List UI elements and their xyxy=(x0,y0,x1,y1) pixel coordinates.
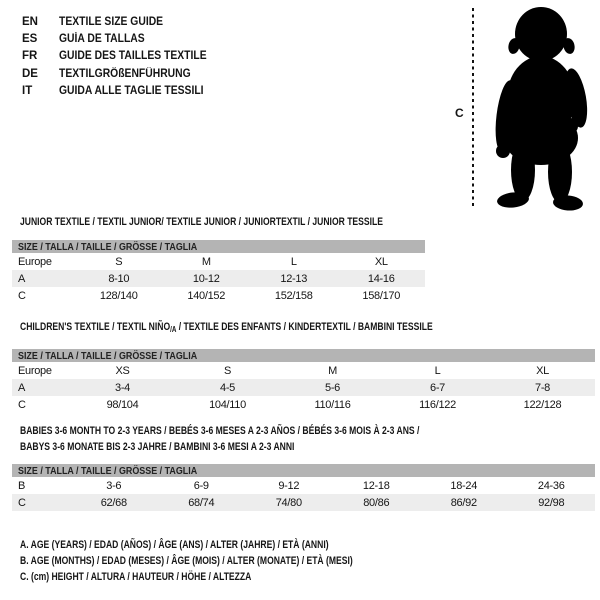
cell: 158/170 xyxy=(362,289,401,302)
cell: 12-13 xyxy=(280,272,308,285)
cell: L xyxy=(290,255,297,268)
table-row xyxy=(12,362,595,379)
row-label: Europe xyxy=(18,255,52,268)
cell: S xyxy=(115,255,123,268)
cell: S xyxy=(223,364,232,377)
language-code: EN xyxy=(22,15,38,28)
height-label: C xyxy=(455,106,464,120)
cell: XS xyxy=(115,364,130,377)
cell: M xyxy=(201,255,211,268)
junior-section-title: JUNIOR TEXTILE / TEXTIL JUNIOR/ TEXTILE JUNIOR / JUNIORTEXTIL / JUNIOR TESSILE xyxy=(20,216,383,228)
table-row xyxy=(12,287,425,304)
language-title: TEXTILGRÖßENFÜHRUNG xyxy=(59,67,191,80)
row-label: Europe xyxy=(18,364,52,377)
row-label: A xyxy=(18,272,26,285)
baby-silhouette-icon xyxy=(481,6,597,212)
children-section-title: CHILDREN'S TEXTILE / TEXTIL $NIÑO_{/A}$ / TEXTILE DES ENFANTS / KINDERTEXTIL / BAMBINI TESSILE xyxy=(20,321,433,334)
cell: 152/158 xyxy=(274,289,313,302)
babies-section-title: BABIES 3-6 MONTH TO 2-3 YEARS / BEBÉS 3-6 MESES A 2-3 AÑOS / BÉBÉS 3-6 MOIS À 2-3 ANS / BABYS 3-6 MONATE BIS 2-3 JAHRE / BAMBINI 3-6 MESI A 2-3 ANNI xyxy=(20,425,420,453)
cell: 10-12 xyxy=(192,272,220,285)
note-b: B. AGE (MONTHS) / EDAD (MESES) / ÂGE (MOIS) / ALTER (MONATE) / ETÀ (MESI) xyxy=(20,555,353,568)
size-header-bar: SIZE / TALLA / TAILLE / GRÖSSE / TAGLIA xyxy=(12,464,595,477)
cell: 140/152 xyxy=(187,289,226,302)
cell: 116/122 xyxy=(419,398,456,411)
language-code: ES xyxy=(22,33,38,46)
table-row xyxy=(12,396,595,413)
row-label: C xyxy=(18,398,26,411)
subscript: /A xyxy=(170,325,177,334)
size-header-bar: SIZE / TALLA / TAILLE / GRÖSSE / TAGLIA xyxy=(12,349,595,362)
cell: 9-12 xyxy=(278,479,300,492)
language-code: FR xyxy=(22,50,38,63)
cell: 80/86 xyxy=(363,496,390,509)
cell: 86/92 xyxy=(450,496,477,509)
row-label: B xyxy=(18,479,26,492)
children-table xyxy=(12,349,595,413)
note-a: A. AGE (YEARS) / EDAD (AÑOS) / ÂGE (ANS) / ALTER (JAHRE) / ETÀ (ANNI) xyxy=(20,539,329,552)
cell: 24-36 xyxy=(537,479,565,492)
cell: XL xyxy=(374,255,388,268)
cell: XL xyxy=(536,364,549,377)
cell: 5-6 xyxy=(325,381,340,394)
table-row xyxy=(12,494,595,511)
cell: 6-9 xyxy=(193,479,209,492)
cell: L xyxy=(434,364,441,377)
row-label: C xyxy=(18,496,26,509)
language-title: TEXTILE SIZE GUIDE xyxy=(59,15,164,28)
cell: 4-5 xyxy=(220,381,235,394)
height-dotted-line xyxy=(472,8,474,206)
cell: 6-7 xyxy=(430,381,445,394)
language-code: DE xyxy=(22,67,38,80)
cell: 68/74 xyxy=(188,496,215,509)
junior-table xyxy=(12,240,425,304)
footnotes xyxy=(20,537,447,586)
row-label: A xyxy=(18,381,26,394)
cell: 74/80 xyxy=(275,496,302,509)
cell: 62/68 xyxy=(100,496,127,509)
table-row xyxy=(12,253,425,270)
cell: 128/140 xyxy=(99,289,138,302)
cell: 3-4 xyxy=(115,381,130,394)
cell: 8-10 xyxy=(108,272,130,285)
cell: 18-24 xyxy=(450,479,478,492)
cell: 3-6 xyxy=(106,479,122,492)
cell: 92/98 xyxy=(538,496,565,509)
cell: 110/116 xyxy=(314,398,351,411)
note-c: C. (cm) HEIGHT / ALTURA / HAUTEUR / HÖHE / ALTEZZA xyxy=(20,571,252,584)
cell: 12-18 xyxy=(362,479,390,492)
cell: M xyxy=(328,364,337,377)
height-figure xyxy=(0,0,600,220)
cell: 104/110 xyxy=(209,398,246,411)
babies-table xyxy=(12,464,595,511)
table-row xyxy=(12,379,595,396)
language-title: GUIDE DES TAILLES TEXTILE xyxy=(59,50,207,63)
size-header-bar: SIZE / TALLA / TAILLE / GRÖSSE / TAGLIA xyxy=(12,240,425,253)
cell: 122/128 xyxy=(523,398,562,411)
language-title: GUÍA DE TALLAS xyxy=(59,33,145,46)
table-row xyxy=(12,477,595,494)
language-code: IT xyxy=(22,85,33,98)
cell: 98/104 xyxy=(106,398,139,411)
language-title: GUIDA ALLE TAGLIE TESSILI xyxy=(59,85,204,98)
row-label: C xyxy=(18,289,26,302)
cell: 7-8 xyxy=(535,381,550,394)
table-row xyxy=(12,270,425,287)
cell: 14-16 xyxy=(367,272,395,285)
